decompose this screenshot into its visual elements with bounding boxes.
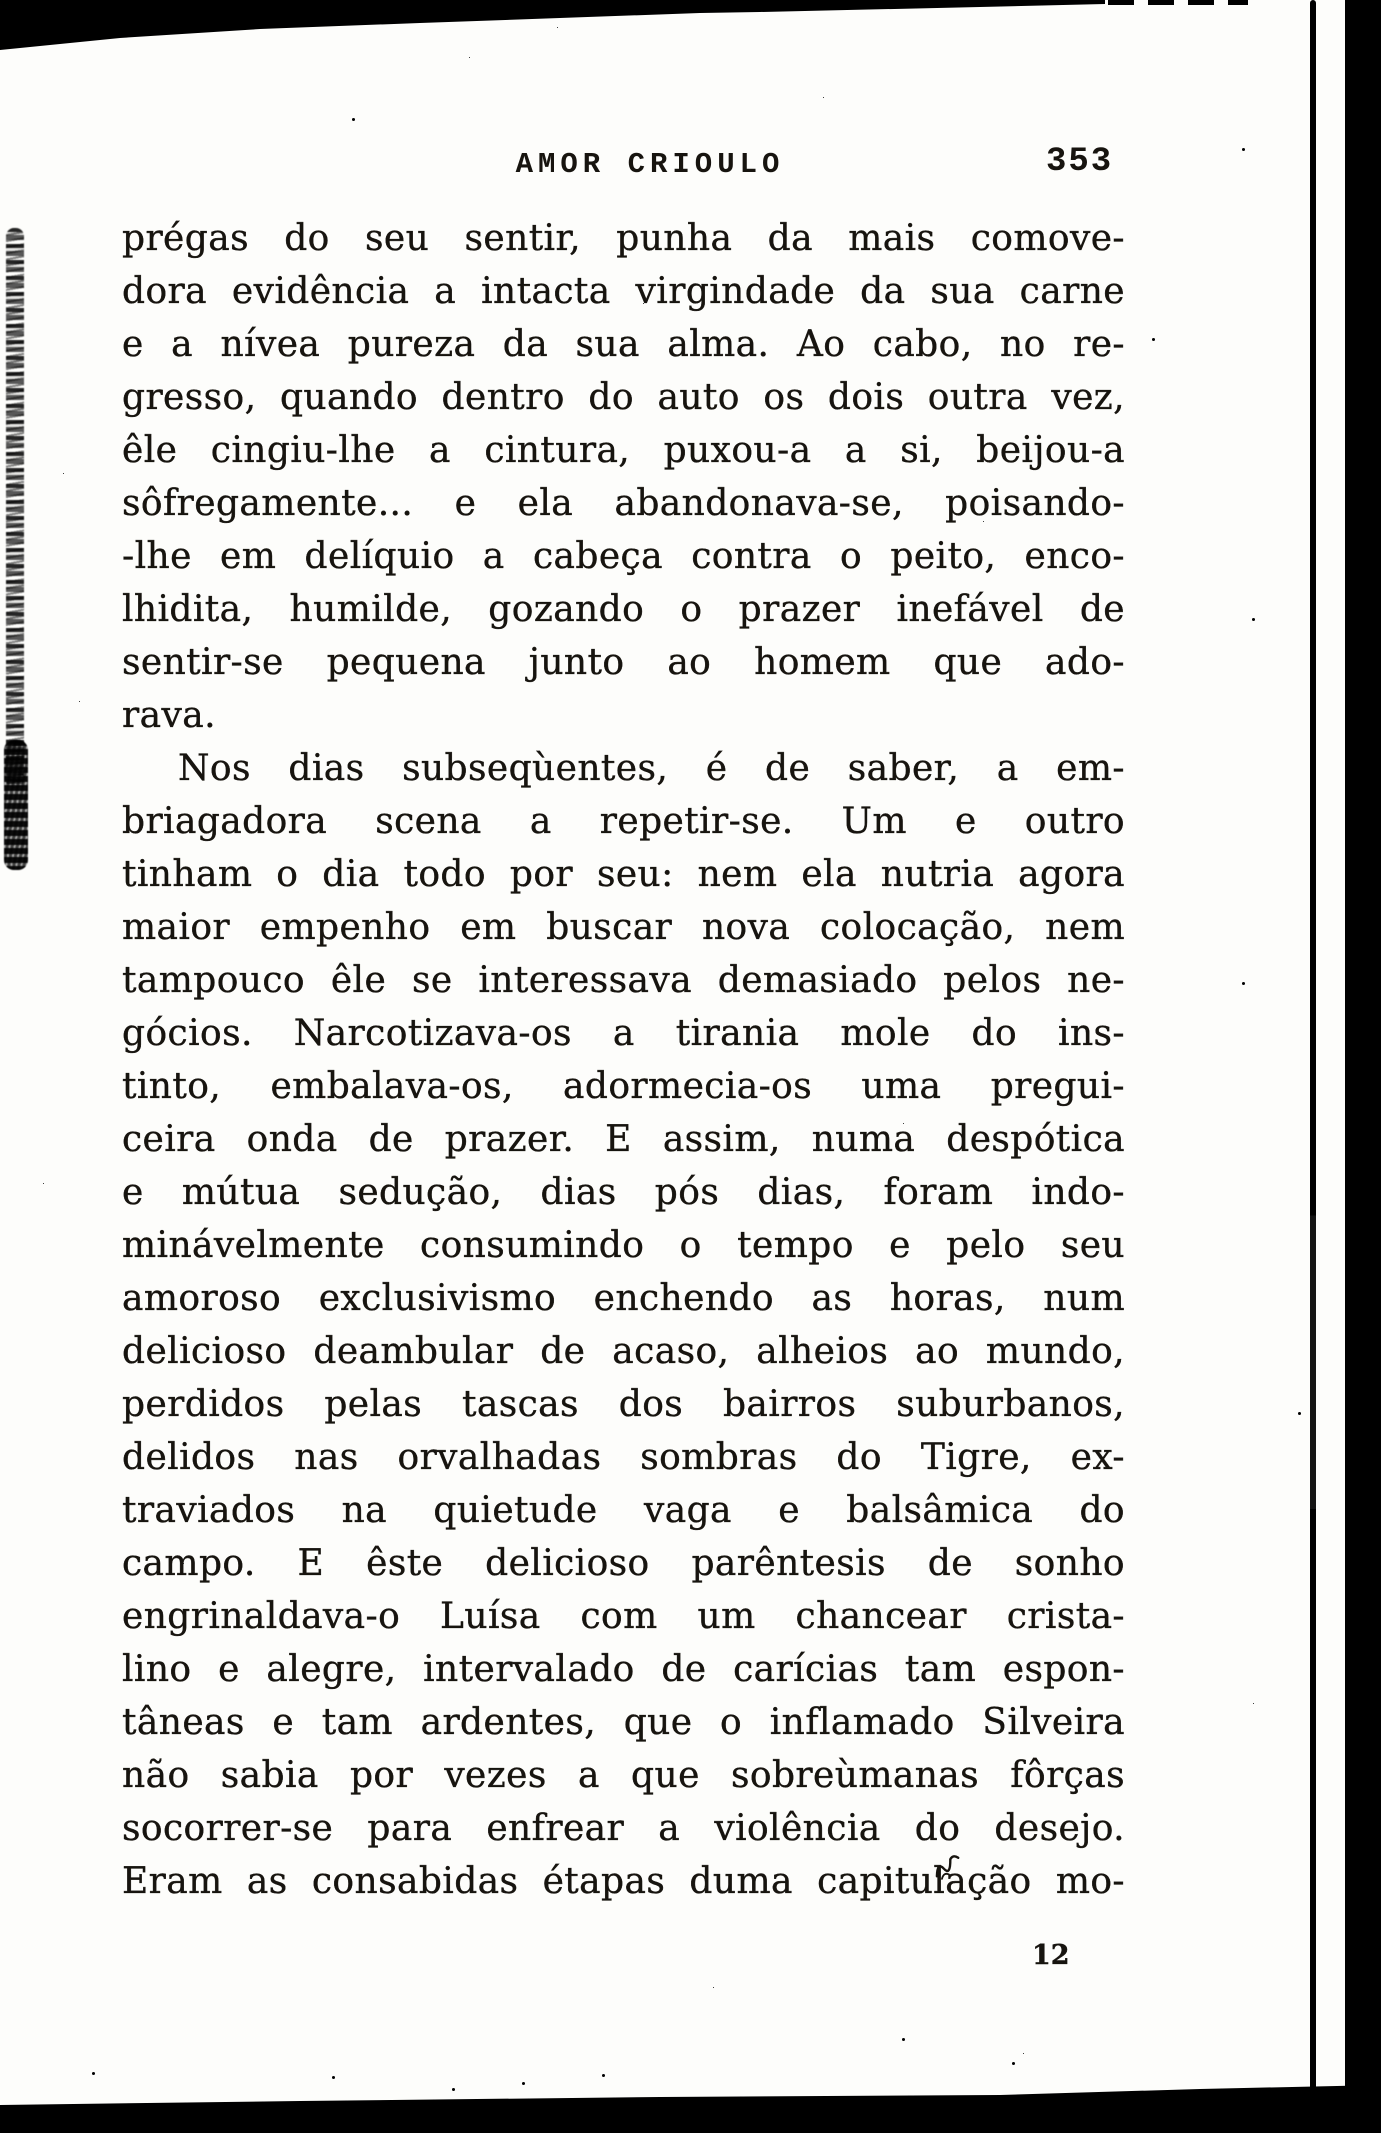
text-line: lhidita, humilde, gozando o prazer inefável de — [122, 589, 1125, 630]
text-line: ceira onda de prazer. E assim, numa despótica — [122, 1119, 1125, 1160]
text-line: -lhe em delíquio a cabeça contra o peito, enco- — [122, 536, 1125, 577]
text-line: socorrer-se para enfrear a violência do desejo. — [122, 1808, 1125, 1849]
signature-mark: 12 — [1032, 1940, 1070, 1971]
text-line: tâneas e tam ardentes, que o inflamado Silveira — [122, 1702, 1125, 1743]
text-line: dora evidência a intacta virgindade da sua carne — [122, 271, 1125, 312]
text-line: e mútua sedução, dias pós dias, foram indo- — [122, 1172, 1125, 1213]
text-line: tampouco êle se interessava demasiado pelos ne- — [122, 960, 1125, 1001]
text-block — [122, 212, 1125, 1908]
bottom-scan-band-artifact — [0, 2080, 1381, 2133]
text-line: campo. E êste delicioso parêntesis de sonho — [122, 1543, 1125, 1584]
top-scan-edge-artifact — [0, 0, 1105, 52]
page-edge-line-artifact — [1310, 0, 1316, 2096]
text-line: traviados na quietude vaga e balsâmica do — [122, 1490, 1125, 1531]
text-line: e a nívea pureza da sua alma. Ao cabo, no re- — [122, 324, 1125, 365]
text-line: Nos dias subseqùentes, é de saber, a em- — [178, 748, 1125, 789]
text-line: briagadora scena a repetir-se. Um e outro — [122, 801, 1125, 842]
text-line: delidos nas orvalhadas sombras do Tigre, ex- — [122, 1437, 1125, 1478]
text-line: maior empenho em buscar nova colocação, nem — [122, 907, 1125, 948]
text-line: perdidos pelas tascas dos bairros suburbanos, — [122, 1384, 1125, 1425]
text-line: minávelmente consumindo o tempo e pelo seu — [122, 1225, 1125, 1266]
text-line: tinham o dia todo por seu: nem ela nutria agora — [122, 854, 1125, 895]
binding-streak-artifact — [6, 228, 24, 788]
text-line: êle cingiu-lhe a cintura, puxou-a a si, beijou-a — [122, 430, 1125, 471]
page-number: 353 — [1046, 143, 1114, 181]
text-line: sôfregamente... e ela abandonava-se, poisando- — [122, 483, 1125, 524]
text-line: delicioso deambular de acaso, alheios ao mundo, — [122, 1331, 1125, 1372]
text-line: prégas do seu sentir, punha da mais comove- — [122, 218, 1125, 259]
running-head-title: AMOR CRIOULO — [515, 148, 785, 181]
text-line: não sabia por vezes a que sobreùmanas fôrças — [122, 1755, 1125, 1796]
text-line: tinto, embalava-os, adormecia-os uma pregui- — [122, 1066, 1125, 1107]
text-line: Eram as consabidas étapas duma capitulação mo- — [122, 1861, 1125, 1902]
text-line: lino e alegre, intervalado de carícias tam espon- — [122, 1649, 1125, 1690]
scan-speckles — [0, 0, 3, 3]
text-line: sentir-se pequena junto ao homem que ado- — [122, 642, 1125, 683]
top-edge-dashes-artifact — [1108, 0, 1248, 5]
text-line: gócios. Narcotizava-os a tirania mole do ins- — [122, 1013, 1125, 1054]
binding-streak-dense-artifact — [4, 740, 28, 870]
right-scan-band-artifact — [1345, 0, 1381, 2133]
text-line: rava. — [122, 695, 216, 736]
text-line: engrinaldava-o Luísa com um chancear crista- — [122, 1596, 1125, 1637]
text-line: gresso, quando dentro do auto os dois outra vez, — [122, 377, 1125, 418]
text-line: amoroso exclusivismo enchendo as horas, num — [122, 1278, 1125, 1319]
